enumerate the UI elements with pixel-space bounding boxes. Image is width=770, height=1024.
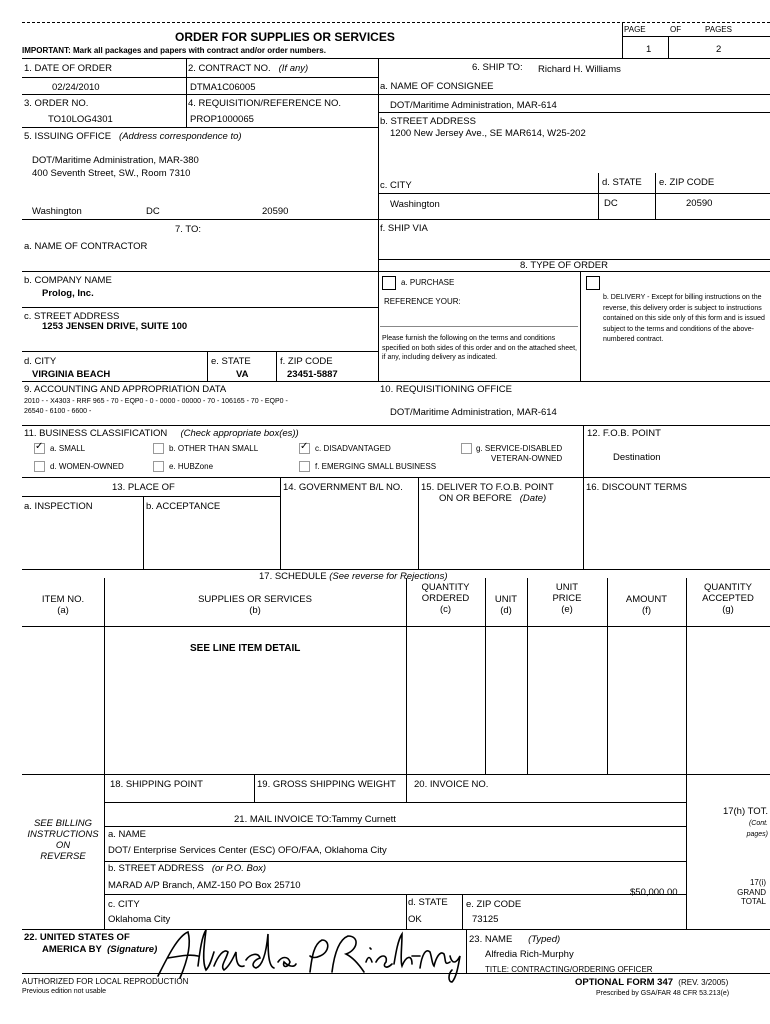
contractor-street-value: 1253 JENSEN DRIVE, SUITE 100: [42, 321, 188, 332]
invoice-name-label: a. NAME: [108, 829, 147, 840]
order-no-value: TO10LOG4301: [48, 114, 113, 125]
discount-terms-label: 16. DISCOUNT TERMS: [586, 482, 688, 493]
order-no-label: 3. ORDER NO.: [24, 98, 89, 109]
women-owned-label: d. WOMEN-OWNED: [50, 462, 124, 471]
disadvantaged-check-icon: ✓: [300, 441, 309, 452]
previous-edition: Previous edition not usable: [22, 988, 107, 995]
service-disabled-label: g. SERVICE-DISABLED: [476, 444, 563, 453]
form-title: ORDER FOR SUPPLIES OR SERVICES: [175, 30, 395, 44]
company-name-label: b. COMPANY NAME: [24, 275, 112, 286]
ship-to-name: Richard H. Williams: [538, 64, 621, 75]
total-cont-label: 17(h) TOT. (Cont. pages): [722, 806, 768, 838]
col-supplies: SUPPLIES OR SERVICES (b): [198, 594, 312, 616]
ship-city-value: Washington: [390, 199, 440, 210]
ship-state-label: d. STATE: [602, 177, 642, 188]
invoice-street-value: MARAD A/P Branch, AMZ-150 PO Box 25710: [108, 880, 301, 891]
grand-total-label: 17(i) GRAND TOTAL: [737, 878, 766, 906]
disadvantaged-label: c. DISADVANTAGED: [315, 444, 391, 453]
gross-weight-label: 19. GROSS SHIPPING WEIGHT: [257, 779, 396, 790]
ship-zip-label: e. ZIP CODE: [659, 177, 715, 188]
contractor-street-label: c. STREET ADDRESS: [24, 311, 120, 322]
delivery-terms: b. DELIVERY - Except for billing instructions on the reverse, this delivery order is subject to instructions contained on this side only of this form and is issued subject to the terms and conditions of the above-numbered contract.: [603, 294, 765, 343]
contractor-zip-label: f. ZIP CODE: [280, 356, 333, 367]
small-check-icon: ✓: [35, 441, 44, 452]
important-note: IMPORTANT: Mark all packages and papers with contract and/or order numbers.: [22, 46, 326, 55]
place-of-label: 13. PLACE OF: [112, 482, 175, 493]
other-than-small-label: b. OTHER THAN SMALL: [169, 444, 259, 453]
purchase-terms: Please furnish the following on the terms and conditions specified on both sides of this order and on the attached sheet, if any, including delivery as indicated.: [382, 335, 577, 361]
of-label: OF: [670, 25, 682, 34]
business-class-label: 11. BUSINESS CLASSIFICATION (Check appropriate box(es)): [24, 428, 299, 439]
issuing-office-line2: 400 Seventh Street, SW., Room 7310: [32, 168, 191, 179]
emerging-small-label: f. EMERGING SMALL BUSINESS: [315, 462, 437, 471]
inspection-label: a. INSPECTION: [24, 501, 93, 512]
contractor-city-label: d. CITY: [24, 356, 57, 367]
requisition-no-value: PROP1000065: [190, 114, 254, 125]
reference-your-label: REFERENCE YOUR:: [384, 297, 461, 306]
shipping-point-label: 18. SHIPPING POINT: [110, 779, 203, 790]
requisitioning-office-label: 10. REQUISITIONING OFFICE: [380, 384, 512, 395]
invoice-state-value: OK: [408, 914, 422, 925]
mail-invoice-label: 21. MAIL INVOICE TO:Tammy Curnett: [234, 814, 396, 825]
pages-label: PAGES: [705, 25, 732, 34]
line-item-detail: SEE LINE ITEM DETAIL: [190, 643, 301, 654]
issuing-office-label: 5. ISSUING OFFICE (Address correspondence to): [24, 131, 242, 142]
grand-total-amount: $50,000.00: [630, 887, 678, 898]
consignee-value: DOT/Maritime Administration, MAR-614: [390, 100, 557, 111]
ship-via-label: f. SHIP VIA: [380, 223, 428, 234]
invoice-name-value: DOT/ Enterprise Services Center (ESC) OFO/FAA, Oklahoma City: [108, 845, 387, 856]
date-of-order-value: 02/24/2010: [52, 82, 100, 93]
other-than-small-checkbox[interactable]: [153, 443, 164, 454]
ship-street-label: b. STREET ADDRESS: [380, 116, 476, 127]
company-name-value: Prolog, Inc.: [42, 288, 94, 299]
name-typed-label: 23. NAME (Typed): [469, 934, 561, 945]
purchase-label: a. PURCHASE: [401, 278, 455, 287]
to-label: 7. TO:: [175, 224, 202, 235]
contractor-name-label: a. NAME OF CONTRACTOR: [24, 241, 148, 252]
accounting-line1: 2010 - - X4303 - RRF 965 - 70 - EQP0 - 0 - 0000 - 00000 - 70 - 106165 - 70 - EQP0 -: [24, 398, 288, 405]
officer-title: TITLE: CONTRACTING/ORDERING OFFICER: [485, 965, 653, 974]
usa-label: 22. UNITED STATES OF: [24, 932, 130, 943]
requisition-no-label: 4. REQUISITION/REFERENCE NO.: [188, 98, 342, 109]
issuing-office-city: Washington: [32, 206, 82, 217]
col-amount: AMOUNT (f): [625, 594, 668, 616]
contract-no-label: 2. CONTRACT NO. (If any): [188, 63, 309, 74]
prescribed-by: Prescribed by GSA/FAR 48 CFR 53.213(e): [596, 990, 730, 997]
billing-instructions-note: SEE BILLING INSTRUCTIONS ON REVERSE: [27, 818, 99, 862]
contractor-state-label: e. STATE: [211, 356, 251, 367]
ship-to-label: 6. SHIP TO:: [472, 62, 523, 73]
authorized-reproduction: AUTHORIZED FOR LOCAL REPRODUCTION: [22, 977, 189, 986]
ship-street-value: 1200 New Jersey Ave., SE MAR614, W25-202: [390, 128, 586, 139]
contract-no-value: DTMA1C06005: [190, 82, 256, 93]
invoice-city-label: c. CITY: [108, 899, 140, 910]
page-number: 1: [646, 44, 652, 55]
hubzone-label: e. HUBZone: [169, 462, 214, 471]
acceptance-label: b. ACCEPTANCE: [146, 501, 221, 512]
col-item-no: ITEM NO. (a): [41, 594, 85, 616]
hubzone-checkbox[interactable]: [153, 461, 164, 472]
accounting-line2: 26540 - 6100 - 6600 -: [24, 408, 92, 415]
accounting-label: 9. ACCOUNTING AND APPROPRIATION DATA: [24, 384, 227, 395]
on-or-before-label: ON OR BEFORE (Date): [439, 493, 547, 504]
invoice-no-label: 20. INVOICE NO.: [414, 779, 489, 790]
form-number: OPTIONAL FORM 347 (REV. 3/2005): [575, 977, 729, 988]
issuing-office-zip: 20590: [262, 206, 289, 217]
gov-bl-label: 14. GOVERNMENT B/L NO.: [283, 482, 403, 493]
ship-zip-value: 20590: [686, 198, 713, 209]
col-unit-price: UNIT PRICE (e): [552, 582, 582, 615]
deliver-fob-label: 15. DELIVER TO F.O.B. POINT: [421, 482, 554, 493]
america-by-label: AMERICA BY (Signature): [42, 944, 158, 955]
women-owned-checkbox[interactable]: [34, 461, 45, 472]
contractor-state-value: VA: [236, 369, 249, 380]
purchase-checkbox[interactable]: [382, 276, 396, 290]
issuing-office-state: DC: [146, 206, 160, 217]
requisitioning-office-value: DOT/Maritime Administration, MAR-614: [390, 407, 557, 418]
invoice-state-label: d. STATE: [408, 897, 448, 908]
fob-point-value: Destination: [613, 452, 661, 463]
invoice-street-label: b. STREET ADDRESS (or P.O. Box): [108, 863, 267, 874]
type-of-order-label: 8. TYPE OF ORDER: [520, 260, 608, 271]
page-count: 2: [716, 44, 722, 55]
service-disabled-checkbox[interactable]: [461, 443, 472, 454]
fob-point-label: 12. F.O.B. POINT: [587, 428, 661, 439]
page-label: PAGE: [624, 25, 646, 34]
emerging-small-checkbox[interactable]: [299, 461, 310, 472]
delivery-checkbox[interactable]: [586, 276, 600, 290]
veteran-owned-label: VETERAN-OWNED: [491, 454, 563, 463]
schedule-label: 17. SCHEDULE (See reverse for Rejections): [259, 571, 448, 582]
ship-city-label: c. CITY: [380, 180, 412, 191]
signature-image: [150, 926, 468, 984]
col-qty-ordered: QUANTITY ORDERED (c): [421, 582, 470, 615]
invoice-city-value: Oklahoma City: [108, 914, 171, 925]
invoice-zip-value: 73125: [472, 914, 499, 925]
col-unit: UNIT (d): [494, 594, 518, 616]
invoice-zip-label: e. ZIP CODE: [466, 899, 522, 910]
date-of-order-label: 1. DATE OF ORDER: [24, 63, 112, 74]
issuing-office-line1: DOT/Maritime Administration, MAR-380: [32, 155, 199, 166]
officer-name: Alfredia Rich-Murphy: [485, 949, 574, 960]
col-qty-accepted: QUANTITY ACCEPTED (g): [702, 582, 754, 615]
small-label: a. SMALL: [50, 444, 86, 453]
contractor-city-value: VIRGINIA BEACH: [32, 369, 111, 380]
consignee-label: a. NAME OF CONSIGNEE: [380, 81, 494, 92]
contractor-zip-value: 23451-5887: [287, 369, 338, 380]
ship-state-value: DC: [604, 198, 618, 209]
